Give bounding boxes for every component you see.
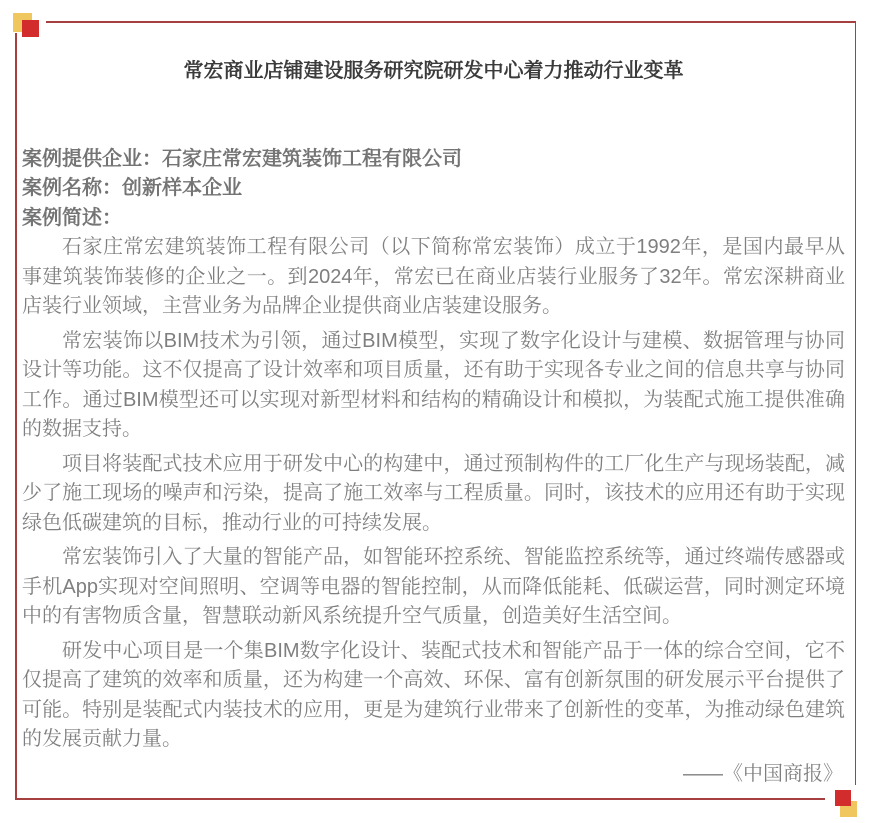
article-content [22,57,845,789]
top-left-red-square-icon [22,20,39,37]
paragraph-smart-products: 常宏装饰引入了大量的智能产品，如智能环控系统、智能监控系统等，通过终端传感器或手机App实现对空间照明、空调等电器的智能控制，从而降低能耗、低碳运营，同时测定环境中的有害物质含量，智慧联动新风系统提升空气质量，创造美好生活空间。 [22,546,845,627]
border-right-line [855,21,857,785]
source-attribution: ——《中国商报》 [683,762,843,785]
bottom-right-red-square-icon [835,790,851,806]
paragraph-prefab-construction: 项目将装配式技术应用于研发中心的构建中，通过预制构件的工厂化生产与现场装配，减少了施工现场的噪声和污染，提高了施工效率与工程质量。同时，该技术的应用还有助于实现绿色低碳建筑的目标，推动行业的可持续发展。 [22,452,845,534]
case-provider-line: 案例提供企业：石家庄常宏建筑装饰工程有限公司 [22,147,462,170]
paragraph-bim-technology: 常宏装饰以BIM技术为引领，通过BIM模型，实现了数字化设计与建模、数据管理与协同设计等功能。这不仅提高了设计效率和项目质量，还有助于实现各专业之间的信息共享与协同工作。通过BIM模型还可以实现对新型材料和结构的精确设计和模拟，为装配式施工提供准确的数据支持。 [22,329,845,440]
case-name-line: 案例名称：创新样本企业 [22,177,242,199]
paragraph-rd-center-summary: 研发中心项目是一个集BIM数字化设计、装配式技术和智能产品于一体的综合空间，它不仅提高了建筑的效率和质量，还为构建一个高效、环保、富有创新氛围的研发展示平台提供了可能。特别是装配式内装技术的应用，更是为建筑行业带来了创新性的变革，为推动绿色建筑的发展贡献力量。 [22,639,845,750]
article-title: 常宏商业店铺建设服务研究院研发中心着力推动行业变革 [183,60,684,82]
border-bottom-line [15,798,825,800]
paragraph-company-intro: 石家庄常宏建筑装饰工程有限公司（以下简称常宏装饰）成立于1992年，是国内最早从事建筑装饰装修的企业之一。到2024年，常宏已在商业店装行业服务了32年。常宏深耕商业店装行业领域，主营业务为品牌企业提供商业店装建设服务。 [22,236,845,317]
border-left-line [15,33,17,799]
case-meta-block [22,145,845,234]
border-top-line [46,21,856,23]
case-brief-label: 案例简述： [22,206,122,229]
